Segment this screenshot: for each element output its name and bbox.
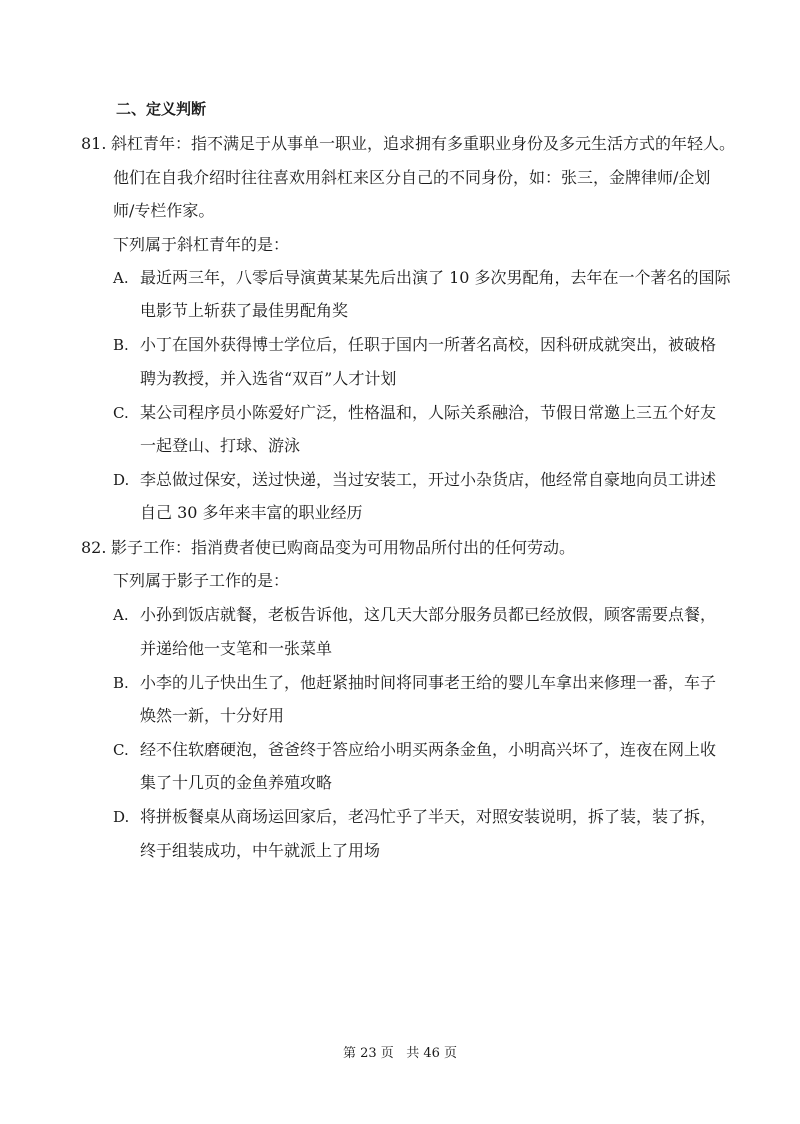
option-letter: D.	[113, 808, 130, 826]
option-line: 将拼板餐桌从商场运回家后，老冯忙乎了半天，对照安装说明，拆了装，装了拆，	[140, 807, 717, 826]
option-letter: A.	[113, 606, 129, 624]
option-line: 一起登山、打球、游泳	[140, 436, 301, 455]
option-line: 某公司程序员小陈爱好广泛，性格温和，人际关系融洽，节假日常邀上三五个好友	[140, 403, 717, 422]
definition-line: 他们在自我介绍时往往喜欢用斜杠来区分自己的不同身份，如：张三，金牌律师/企划	[113, 168, 711, 187]
option-letter: D.	[113, 471, 130, 489]
option-line: 李总做过保安，送过快递，当过安装工，开过小杂货店，他经常自豪地向员工讲述	[140, 470, 717, 489]
question-number: 82.	[81, 538, 107, 557]
page-footer: 第 23 页 共 46 页	[342, 1046, 457, 1061]
option-letter: B.	[113, 674, 129, 692]
question-prompt: 下列属于影子工作的是：	[113, 571, 290, 590]
option-line: 小丁在国外获得博士学位后，任职于国内一所著名高校，因科研成就突出，被破格	[140, 335, 717, 354]
option-line: 终于组装成功，中午就派上了用场	[140, 841, 381, 860]
option-line: 小孙到饭店就餐，老板告诉他，这几天大部分服务员都已经放假，顾客需要点餐，	[140, 605, 717, 624]
option-letter: B.	[113, 336, 129, 354]
definition-line: 斜杠青年：指不满足于从事单一职业，追求拥有多重职业身份及多元生活方式的年轻人。	[111, 134, 736, 153]
option-line: 焕然一新，十分好用	[140, 706, 285, 725]
option-line: 电影节上斩获了最佳男配角奖	[140, 301, 349, 320]
section-title: 二、定义判断	[116, 100, 207, 118]
option-line: 聘为教授，并入选省“双百”人才计划	[140, 369, 397, 388]
option-line: 集了十几页的金鱼养殖攻略	[140, 773, 333, 792]
option-letter: A.	[113, 269, 129, 287]
definition-line: 影子工作：指消费者使已购商品变为可用物品所付出的任何劳动。	[111, 538, 576, 557]
option-letter: C.	[113, 404, 129, 422]
question-number: 81.	[81, 134, 107, 153]
question-prompt: 下列属于斜杠青年的是：	[113, 235, 290, 254]
option-line: 最近两三年，八零后导演黄某某先后出演了 10 多次男配角，去年在一个著名的国际	[140, 268, 731, 287]
definition-line: 师/专栏作家。	[113, 201, 215, 220]
option-line: 并递给他一支笔和一张菜单	[140, 639, 333, 658]
option-line: 自己 30 多年来丰富的职业经历	[140, 503, 363, 522]
option-line: 小李的儿子快出生了，他赶紧抽时间将同事老王给的婴儿车拿出来修理一番，车子	[140, 673, 717, 692]
option-line: 经不住软磨硬泡，爸爸终于答应给小明买两条金鱼，小明高兴坏了，连夜在网上收	[140, 740, 717, 759]
option-letter: C.	[113, 741, 129, 759]
